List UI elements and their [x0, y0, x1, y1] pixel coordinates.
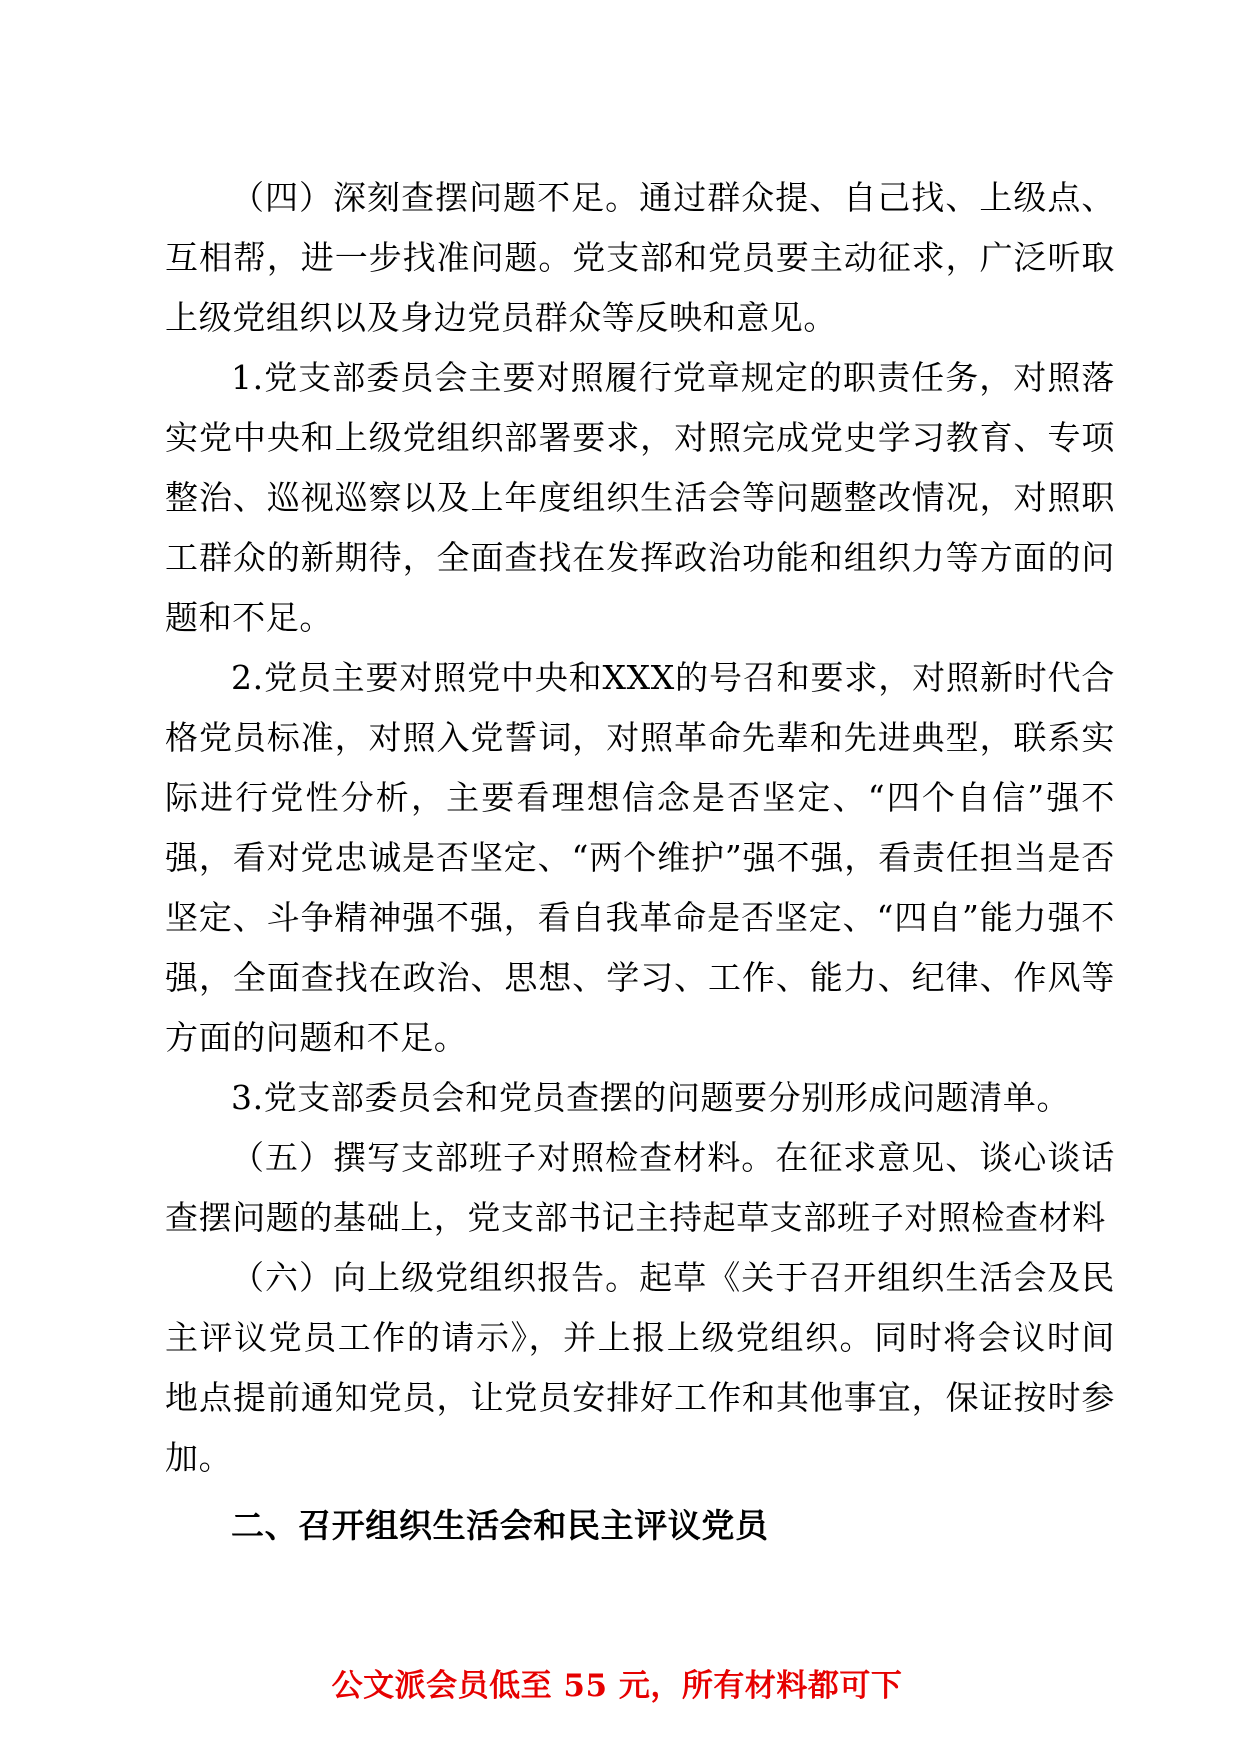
paragraph-item-2: 2.党员主要对照党中央和XXX的号召和要求，对照新时代合格党员标准，对照入党誓词，对照革命先辈和先进典型，联系实际进行党性分析，主要看理想信念是否坚定、“四个自信”强不强，看对党忠诚是否坚定、“两个维护”强不强，看责任担当是否坚定、斗争精神强不强，看自我革命是否坚定、“四自”能力强不强，全面查找在政治、思想、学习、工作、能力、纪律、作风等方面的问题和不足。	[165, 658, 1115, 1057]
paragraph-section-6: （六）向上级党组织报告。起草《关于召开组织生活会及民主评议党员工作的请示》，并上报上级党组织。同时将会议时间地点提前通知党员，让党员安排好工作和其他事宜，保证按时参加。	[165, 1258, 1115, 1477]
paragraph-item-1: 1.党支部委员会主要对照履行党章规定的职责任务，对照落实党中央和上级党组织部署要求，对照完成党史学习教育、专项整治、巡视巡察以及上年度组织生活会等问题整改情况，对照职工群众的新期待，全面查找在发挥政治功能和组织力等方面的问题和不足。	[165, 358, 1115, 637]
paragraph-section-4: （四）深刻查摆问题不足。通过群众提、自己找、上级点、互相帮，进一步找准问题。党支部和党员要主动征求，广泛听取上级党组织以及身边党员群众等反映和意见。	[165, 178, 1115, 337]
paragraph-section-5: （五）撰写支部班子对照检查材料。在征求意见、谈心谈话查摆问题的基础上，党支部书记主持起草支部班子对照检查材料	[165, 1138, 1115, 1237]
promo-footer: 公文派会员低至 55 元，所有材料都可下	[331, 1668, 903, 1704]
section-heading: 二、召开组织生活会和民主评议党员	[231, 1506, 769, 1545]
document-body	[165, 168, 1115, 1556]
paragraph-item-3: 3.党支部委员会和党员查摆的问题要分别形成问题清单。	[231, 1078, 1071, 1117]
